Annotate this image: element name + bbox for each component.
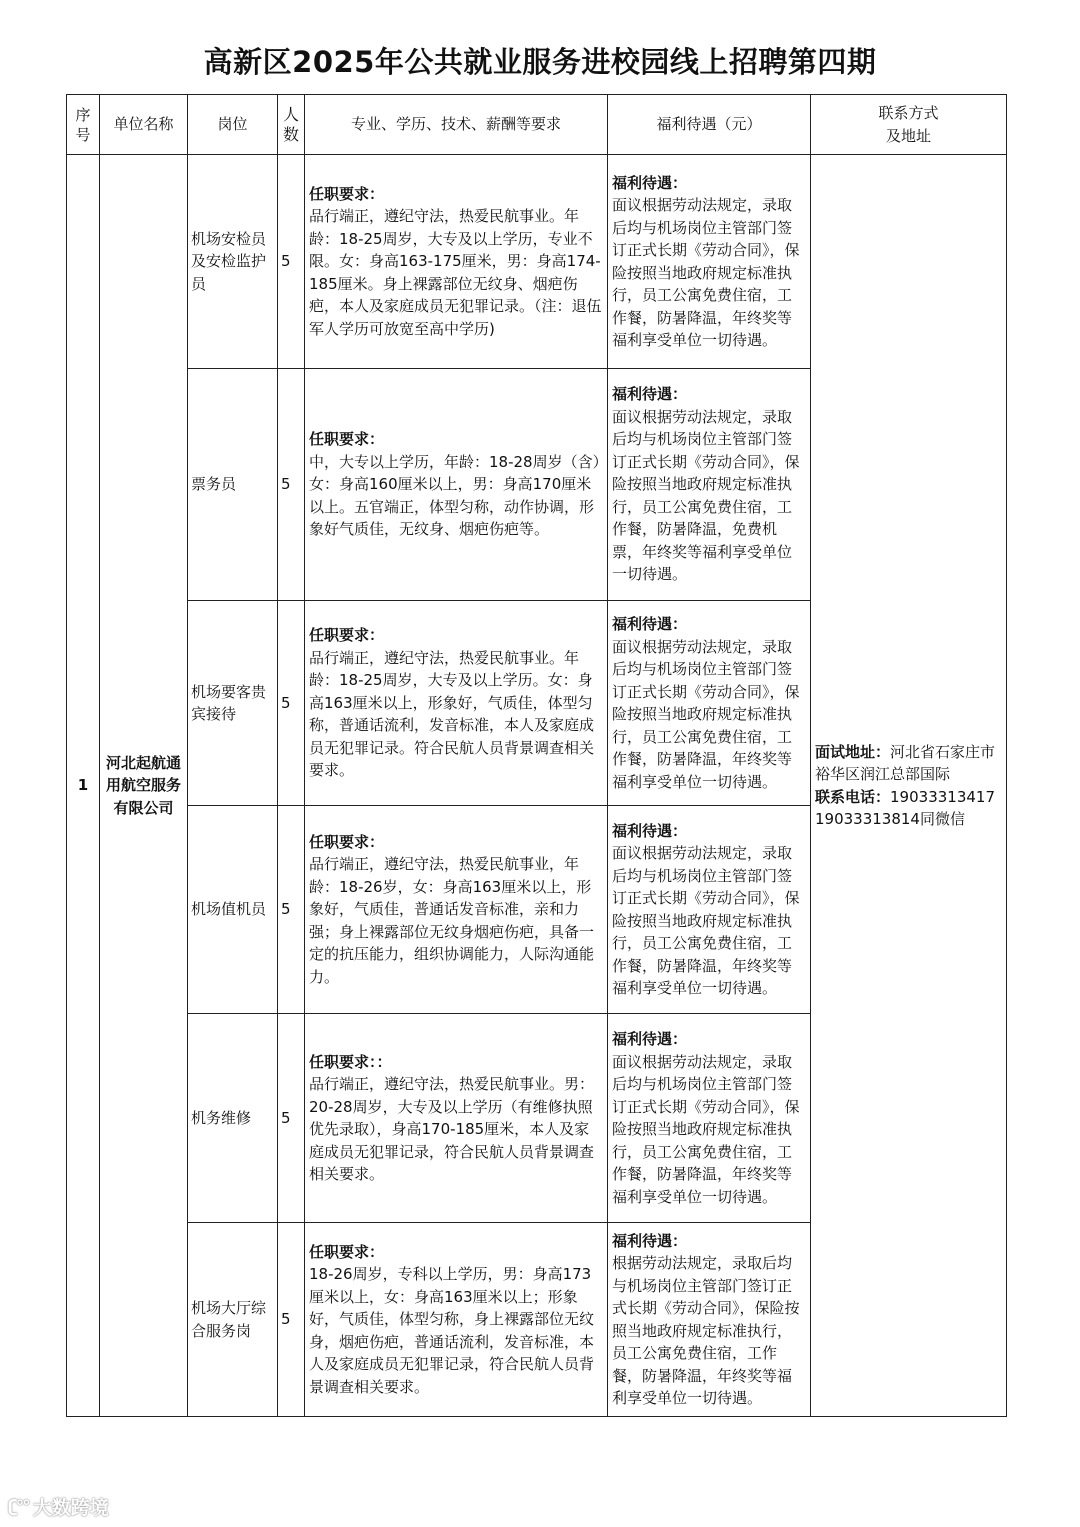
welfare-text: 面议根据劳动法规定，录取后均与机场岗位主管部门签订正式长期《劳动合同》，保险按照当地政府规定标准执行，员工公寓免费住宿，工作餐，防暑降温，年终奖等福利享受单位一切待遇。 — [612, 196, 800, 349]
page-title: 高新区2025年公共就业服务进校园线上招聘第四期 — [203, 45, 877, 79]
contact-cell — [811, 155, 1007, 1417]
seq-cell: 1 — [67, 155, 100, 1417]
table-row — [67, 155, 1007, 369]
welfare-text: 根据劳动法规定，录取后均与机场岗位主管部门签订正式长期《劳动合同》，保险按照当地政府规定标准执行，员工公寓免费住宿，工作餐，防暑降温，年终奖等福利享受单位一切待遇。 — [612, 1254, 800, 1407]
header-seq: 序号 — [67, 95, 100, 155]
welfare-cell — [608, 601, 811, 806]
welfare-cell — [608, 806, 811, 1014]
requirements-cell — [305, 1223, 608, 1417]
welfare-text: 面议根据劳动法规定，录取后均与机场岗位主管部门签订正式长期《劳动合同》，保险按照当地政府规定标准执行，员工公寓免费住宿，工作餐，防暑降温，年终奖等福利享受单位一切待遇。 — [612, 637, 800, 791]
phone-label: 联系电话： — [815, 787, 891, 806]
welfare-text: 面议根据劳动法规定，录取后均与机场岗位主管部门签订正式长期《劳动合同》，保险按照当地政府规定标准执行，员工公寓免费住宿，工作餐，防暑降温，年终奖等福利享受单位一切待遇。 — [612, 1052, 800, 1206]
count-cell: 5 — [278, 601, 305, 806]
requirements-label: 任职要求： — [309, 626, 385, 645]
requirements-label: 任职要求：： — [309, 1052, 392, 1071]
count-cell: 5 — [278, 1014, 305, 1223]
count-cell: 5 — [278, 806, 305, 1014]
requirements-cell — [305, 369, 608, 601]
watermark: ʗ°° 大数跨境 — [8, 1496, 109, 1519]
header-welfare: 福利待遇（元） — [608, 95, 811, 155]
requirements-text: 品行端正，遵纪守法，热爱民航事业，年龄：18-26岁，女：身高163厘米以上，形象好，气质佳，普通话发音标准，亲和力强；身上裸露部位无纹身烟疤伤疤，具备一定的抗压能力，组织协调能力，人际沟通能力。 — [309, 855, 595, 986]
welfare-cell — [608, 1014, 811, 1223]
position-cell: 机场值机员 — [188, 806, 278, 1014]
requirements-label: 任职要求： — [309, 184, 385, 203]
welfare-label: 福利待遇： — [612, 173, 688, 192]
company-cell: 河北起航通用航空服务有限公司 — [100, 155, 188, 1417]
count-cell: 5 — [278, 1223, 305, 1417]
welfare-text: 面议根据劳动法规定，录取后均与机场岗位主管部门签订正式长期《劳动合同》，保险按照当地政府规定标准执行，员工公寓免费住宿，工作餐，防暑降温，免费机票，年终奖等福利享受单位一切待遇。 — [612, 407, 800, 584]
address-text: 河北省石家庄市裕华区润江总部国际 — [815, 742, 996, 783]
position-cell: 机务维修 — [188, 1014, 278, 1223]
header-position: 岗位 — [188, 95, 278, 155]
requirements-text: 品行端正，遵纪守法，热爱民航事业。男：20-28周岁，大专及以上学历（有维修执照优先录取），身高170-185厘米，本人及家庭成员无犯罪记录，符合民航人员背景调查相关要求。 — [309, 1075, 595, 1183]
count-cell: 5 — [278, 155, 305, 369]
requirements-cell — [305, 155, 608, 369]
welfare-label: 福利待遇： — [612, 385, 688, 404]
phone-2: 19033313814同微信 — [815, 810, 965, 828]
phone-1: 19033313417 — [890, 787, 995, 806]
welfare-cell — [608, 369, 811, 601]
position-cell: 机场大厅综合服务岗 — [188, 1223, 278, 1417]
welfare-cell — [608, 155, 811, 369]
welfare-text: 面议根据劳动法规定，录取后均与机场岗位主管部门签订正式长期《劳动合同》，保险按照当地政府规定标准执行，员工公寓免费住宿，工作餐，防暑降温，年终奖等福利享受单位一切待遇。 — [612, 844, 800, 997]
requirements-text: 中，大专以上学历，年龄：18-28周岁（含）女：身高160厘米以上，男：身高170厘米以上。五官端正，体型匀称，动作协调，形象好气质佳，无纹身、烟疤伤疤等。 — [309, 452, 601, 539]
header-company: 单位名称 — [100, 95, 188, 155]
job-table — [66, 94, 1007, 1417]
requirements-cell — [305, 601, 608, 806]
requirements-text: 18-26周岁，专科以上学历，男：身高173厘米以上，女：身高163厘米以上；形象好，气质佳，体型匀称，身上裸露部位无纹身，烟疤伤疤，普通话流利，发音标准，本人及家庭成员无犯罪记录，符合民航人员背景调查相关要求。 — [309, 1265, 595, 1396]
requirements-label: 任职要求： — [309, 1242, 385, 1261]
count-cell: 5 — [278, 369, 305, 601]
welfare-label: 福利待遇： — [612, 821, 688, 840]
requirements-label: 任职要求： — [309, 430, 385, 449]
header-contact: 联系方式 及地址 — [811, 95, 1007, 155]
address-label: 面试地址： — [815, 742, 891, 761]
watermark-logo-icon: ʗ°° — [8, 1496, 29, 1517]
position-cell: 机场安检员及安检监护员 — [188, 155, 278, 369]
header-count: 人数 — [278, 95, 305, 155]
requirements-text: 品行端正，遵纪守法，热爱民航事业。年龄：18-25周岁，大专及以上学历，专业不限。女：身高163-175厘米，男：身高174-185厘米。身上裸露部位无纹身、烟疤伤疤，本人及家庭成员无犯罪记录。（注：退伍军人学历可放宽至高中学历) — [309, 207, 602, 338]
welfare-label: 福利待遇： — [612, 615, 688, 633]
welfare-cell — [608, 1223, 811, 1417]
position-cell: 机场要客贵宾接待 — [188, 601, 278, 806]
requirements-cell — [305, 806, 608, 1014]
requirements-cell — [305, 1014, 608, 1223]
position-cell: 票务员 — [188, 369, 278, 601]
header-requirements: 专业、学历、技术、薪酬等要求 — [305, 95, 608, 155]
welfare-label: 福利待遇： — [612, 1030, 688, 1048]
requirements-label: 任职要求： — [309, 832, 385, 851]
table-header-row — [67, 95, 1007, 155]
welfare-label: 福利待遇： — [612, 1231, 688, 1250]
requirements-text: 品行端正，遵纪守法，热爱民航事业。年龄：18-25周岁，大专及以上学历。女：身高163厘米以上，形象好，气质佳，体型匀称，普通话流利，发音标准，本人及家庭成员无犯罪记录。符合民航人员背景调查相关要求。 — [309, 648, 595, 780]
